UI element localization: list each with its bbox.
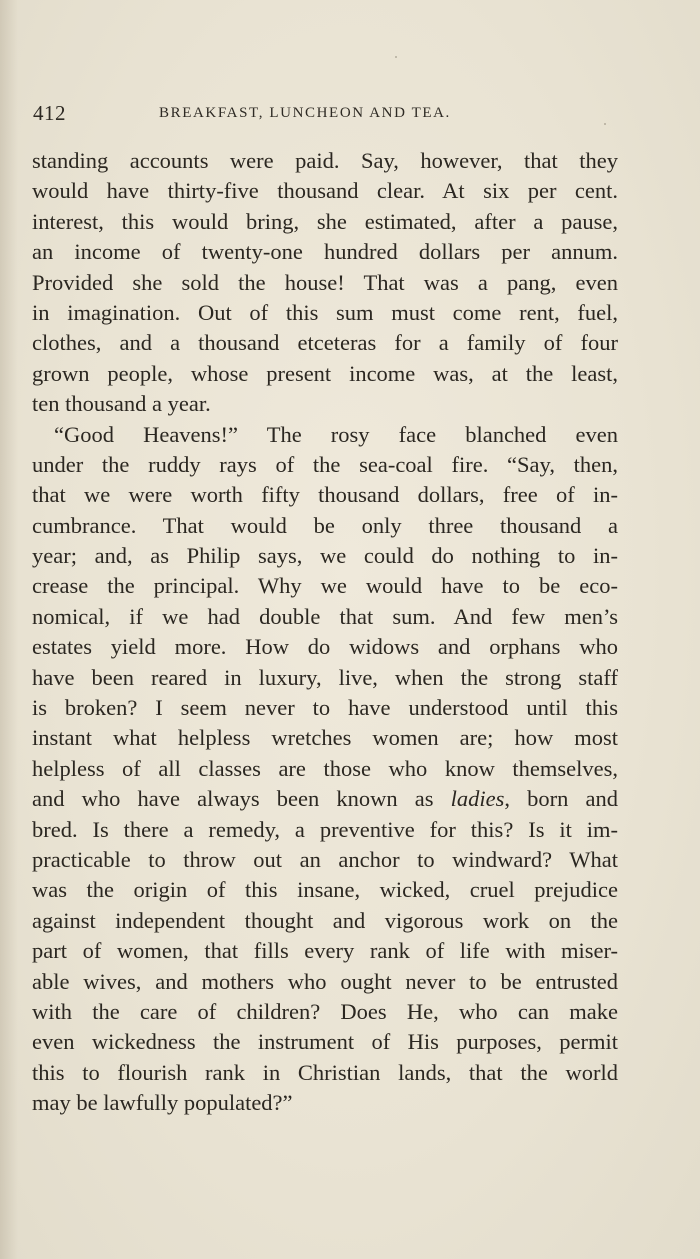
text-line: ten thousand a year. [32, 391, 211, 417]
text-line: instant what helpless wretches women are; how most [32, 725, 618, 751]
text-line: “Good Heavens!” The rosy face blanched even [54, 421, 618, 447]
text-line: year; and, as Philip says, we could do nothing to in- [32, 543, 618, 569]
text-line: helpless of all classes are those who know themselves, [32, 755, 618, 781]
text-line: an income of twenty-one hundred dollars per annum. [32, 239, 618, 265]
text-line: clothes, and a thousand etceteras for a family of four [32, 330, 618, 356]
text-line: interest, this would bring, she estimated, after a pause, [32, 208, 618, 234]
running-head-title: BREAKFAST, LUNCHEON AND TEA. [159, 105, 451, 121]
text-line: was the origin of this insane, wicked, cruel prejudice [32, 877, 618, 903]
text-line: Provided she sold the house! That was a pang, even [32, 269, 618, 295]
text-line: estates yield more. How do widows and orphans who [32, 634, 618, 660]
text-line: even wickedness the instrument of His purposes, permit [32, 1029, 618, 1055]
text-line: in imagination. Out of this sum must come rent, fuel, [32, 299, 618, 325]
text-line: under the ruddy rays of the sea-coal fire. “Say, then, [32, 451, 618, 477]
text-line: standing accounts were paid. Say, however, that they [32, 148, 618, 173]
text-line: this to flourish rank in Christian lands, that the world [32, 1059, 618, 1085]
running-head [33, 101, 623, 131]
text-line: would have thirty-five thousand clear. At six per cent. [32, 178, 618, 204]
body-text [32, 146, 618, 1119]
text-line: able wives, and mothers who ought never to be entrusted [32, 968, 618, 994]
text-line: against independent thought and vigorous work on the [32, 907, 618, 933]
text-line: grown people, whose present income was, at the least, [32, 360, 618, 386]
text-segment: , born and [504, 786, 619, 812]
text-line: have been reared in luxury, live, when the strong staff [32, 664, 618, 690]
text-line: is broken? I seem never to have understood until this [32, 695, 618, 721]
text-line: part of women, that fills every rank of life with miser- [32, 938, 618, 964]
text-segment: and who have always been known as [32, 786, 451, 812]
page-number: 412 [33, 101, 66, 125]
text-line: that we were worth fifty thousand dollars, free of in- [32, 482, 618, 508]
text-line: may be lawfully populated?” [32, 1090, 293, 1116]
spine-shadow [0, 0, 18, 1259]
text-line: cumbrance. That would be only three thousand a [32, 512, 618, 538]
text-line: with the care of children? Does He, who can make [32, 998, 618, 1024]
italic-word: ladies [450, 786, 505, 812]
text-line: nomical, if we had double that sum. And few men’s [32, 603, 618, 629]
paper-fleck [395, 56, 397, 58]
text-line: crease the principal. Why we would have to be eco- [32, 573, 618, 599]
text-line: practicable to throw out an anchor to windward? What [32, 846, 618, 872]
text-line: bred. Is there a remedy, a preventive for this? Is it im- [32, 816, 618, 842]
text-line-with-italic [32, 784, 618, 814]
